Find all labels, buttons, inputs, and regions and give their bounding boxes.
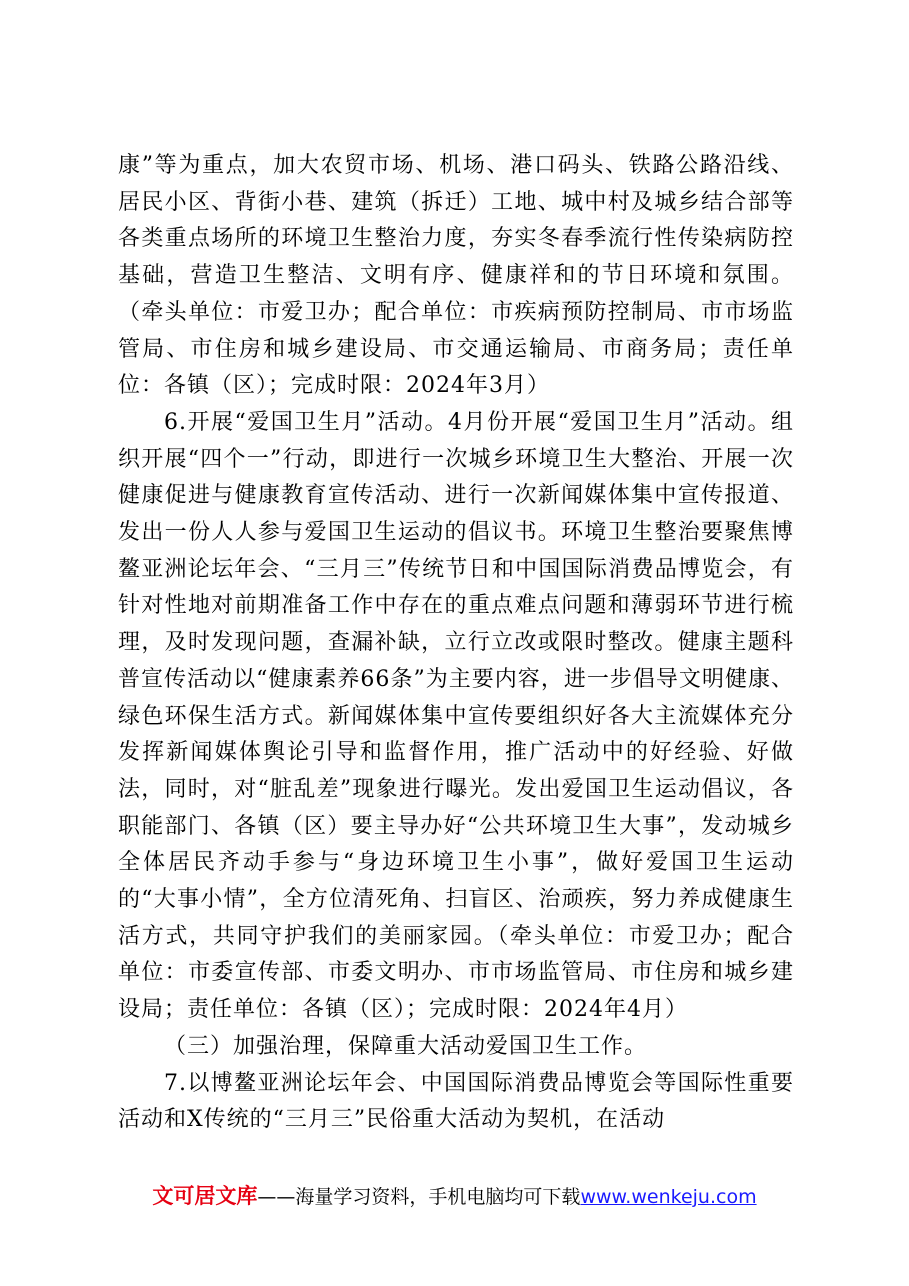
section-heading-3: （三）加强治理，保障重大活动爱国卫生工作。 (164, 1033, 648, 1059)
paragraph-item-6: 6.开展“爱国卫生月”活动。4月份开展“爱国卫生月”活动。组织开展“四个一”行动，即进行一次城乡环境卫生大整治、开展一次健康促进与健康教育宣传活动、进行一次新闻媒体集中宣传报道、发出一份人人参与爱国卫生运动的倡议书。环境卫生整治要聚焦博鳌亚洲论坛年会、“三月三”传统节日和中国国际消费品博览会，有针对性地对前期准备工作中存在的重点难点问题和薄弱环节进行梳理，及时发现问题，查漏补缺，立行立改或限时整改。健康主题科普宣传活动以“健康素养66条”为主要内容，进一步倡导文明健康、绿色环保生活方式。新闻媒体集中宣传要组织好各大主流媒体充分发挥新闻媒体舆论引导和监督作用，推广活动中的好经验、好做法，同时，对“脏乱差”现象进行曝光。发出爱国卫生运动倡议，各职能部门、各镇（区）要主导办好“公共环境卫生大事”，发动城乡全体居民齐动手参与“身边环境卫生小事”，做好爱国卫生运动的“大事小情”，全方位清死角、扫盲区、治顽疾，努力养成健康生活方式，共同守护我们的美丽家园。（牵头单位：市爱卫办；配合单位：市委宣传部、市委文明办、市市场监管局、市住房和城乡建设局；责任单位：各镇（区）；完成时限：2024年4月） (118, 409, 794, 1023)
footer-tagline: ——海量学习资料，手机电脑均可下载 (257, 1186, 581, 1208)
document-body (118, 148, 794, 1139)
footer-brand: 文可居文库 (152, 1184, 258, 1208)
footer-site-link[interactable]: www.wenkeju.com (580, 1186, 757, 1208)
paragraph-item-7: 7.以博鳌亚洲论坛年会、中国国际消费品博览会等国际性重要活动和X传统的“三月三”民俗重大活动为契机，在活动 (118, 1070, 794, 1133)
footer-banner (0, 1181, 909, 1212)
paragraph-continuation: 康”等为重点，加大农贸市场、机场、港口码头、铁路公路沿线、居民小区、背街小巷、建筑（拆迁）工地、城中村及城乡结合部等各类重点场所的环境卫生整治力度，夯实冬春季流行性传染病防控基础，营造卫生整洁、文明有序、健康祥和的节日环境和氛围。（牵头单位：市爱卫办；配合单位：市疾病预防控制局、市市场监管局、市住房和城乡建设局、市交通运输局、市商务局；责任单位：各镇（区）；完成时限：2024年3月） (118, 153, 794, 399)
